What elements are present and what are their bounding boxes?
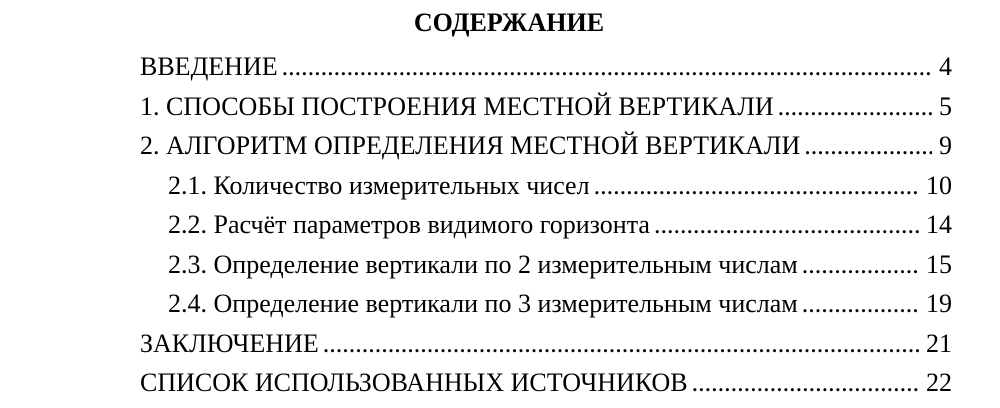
toc-entry-label: ЗАКЛЮЧЕНИЕ [140, 328, 319, 358]
toc-leader-dots [692, 363, 919, 403]
toc-entry-label: 2.2. Расчёт параметров видимого горизонта [168, 210, 650, 239]
toc-entry-label: 1. СПОСОБЫ ПОСТРОЕНИЯ МЕСТНОЙ ВЕРТИКАЛИ [140, 91, 774, 121]
toc-leader-dots [323, 324, 919, 364]
toc-entry-section-1[interactable] [140, 87, 952, 127]
table-of-contents [0, 47, 1000, 403]
toc-leader-dots [778, 87, 932, 127]
toc-page-number: 4 [939, 52, 952, 81]
toc-page-number: 22 [926, 368, 952, 397]
toc-entry-section-2-2[interactable] [140, 205, 952, 245]
toc-page-number: 5 [939, 91, 952, 121]
toc-entry-introduction[interactable] [140, 47, 952, 87]
toc-entry-label: 2. АЛГОРИТМ ОПРЕДЕЛЕНИЯ МЕСТНОЙ ВЕРТИКАЛИ [140, 131, 801, 160]
toc-page-number: 10 [926, 170, 952, 200]
toc-entry-label: 2.3. Определение вертикали по 2 измерительным числам [168, 249, 798, 279]
toc-entry-label: 2.4. Определение вертикали по 3 измерительным числам [168, 289, 798, 318]
toc-entry-label: 2.1. Количество измерительных чисел [168, 170, 590, 200]
page-title: СОДЕРЖАНИЕ [413, 8, 605, 37]
toc-leader-dots [804, 126, 932, 166]
toc-entry-section-2-1[interactable] [140, 166, 952, 206]
toc-leader-dots [282, 47, 932, 87]
toc-page-number: 21 [926, 328, 952, 358]
toc-leader-dots [802, 284, 919, 324]
toc-page-number: 19 [926, 289, 952, 318]
toc-page-number: 14 [926, 210, 952, 239]
toc-leader-dots [654, 205, 919, 245]
toc-entry-references[interactable] [140, 363, 952, 403]
toc-entry-section-2-3[interactable] [140, 245, 952, 285]
toc-entry-label: СПИСОК ИСПОЛЬЗОВАННЫХ ИСТОЧНИКОВ [140, 368, 688, 397]
toc-leader-dots [802, 245, 919, 285]
toc-page-number: 15 [926, 249, 952, 279]
toc-entry-label: ВВЕДЕНИЕ [140, 52, 278, 81]
toc-entry-section-2-4[interactable] [140, 284, 952, 324]
toc-entry-section-2[interactable] [140, 126, 952, 166]
toc-leader-dots [594, 166, 919, 206]
toc-entry-conclusion[interactable] [140, 324, 952, 364]
toc-page-number: 9 [939, 131, 952, 160]
